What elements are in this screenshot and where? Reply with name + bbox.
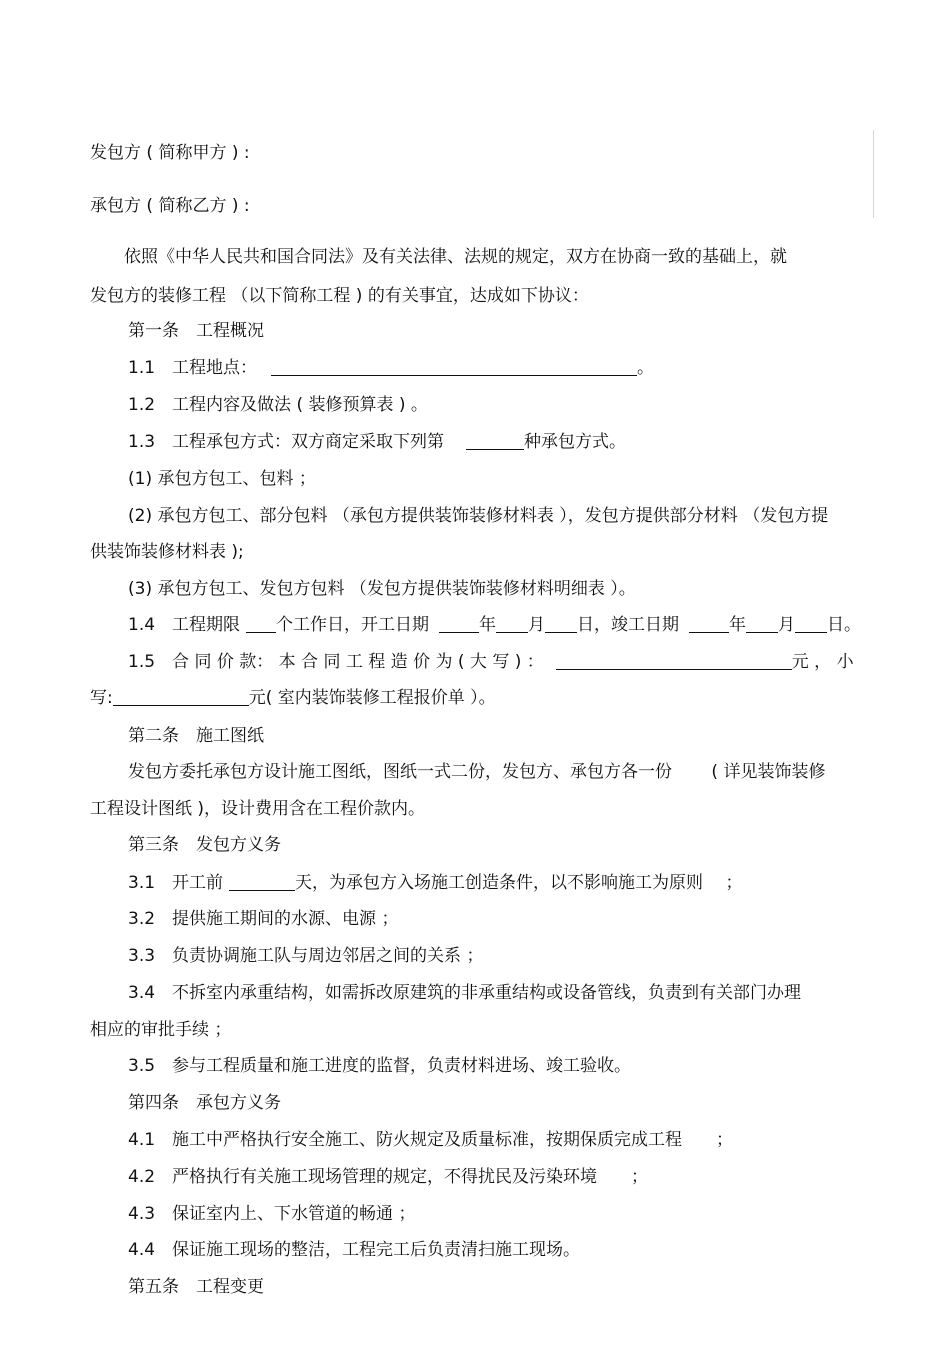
days-before-blank [229,873,295,891]
option-3: (3) 承包方包工、发包方包料 （发包方提供装饰装修材料明细表 ）。 [128,579,636,599]
address-blank [271,358,637,376]
clause-1-3: 1.3 工程承包方式：双方商定采取下列第 种承包方式。 [128,432,627,452]
clause-1-1: 1.1 工程地点： 。 [128,358,655,378]
article-2-line-2: 工程设计图纸 )，设计费用含在工程价款内。 [90,799,426,819]
clause-1-4: 1.4 工程期限 个工作日，开工日期 年 月 日，竣工日期 年 月 日。 [128,615,862,635]
clause-4-3: 4.3 保证室内上、下水管道的畅通 ； [128,1204,416,1224]
clause-4-1: 4.1 施工中严格执行安全施工、防火规定及质量标准，按期保质完成工程 ； [128,1130,734,1150]
clause-3-4-line-2: 相应的审批手续 ； [90,1020,232,1040]
article-1-title: 第一条 工程概况 [128,321,264,341]
preamble-line-2: 发包方的装修工程 （以下简称工程 ) 的有关事宜，达成如下协议： [90,286,589,306]
clause-1-5-line-1: 1.5 合 同 价 款： 本 合 同 工 程 造 价 为 ( 大 写 ) ： 元 ， 小 [128,652,854,672]
clause-3-2: 3.2 提供施工期间的水源、电源 ； [128,909,399,929]
option-2-line-2: 供装饰装修材料表 ); [90,542,244,562]
option-1: (1) 承包方包工、包料 ； [128,469,316,489]
method-blank [466,432,524,450]
party-a-label: 发包方 ( 简称甲方 ) : [90,143,250,163]
clause-4-2: 4.2 严格执行有关施工现场管理的规定，不得扰民及污染环境 ； [128,1167,649,1187]
clause-1-2: 1.2 工程内容及做法 ( 装修预算表 ) 。 [128,395,428,415]
start-year-blank [439,615,479,633]
start-month-blank [496,615,528,633]
article-2-line-1: 发包方委托承包方设计施工图纸，图纸一式二份，发包方、承包方各一份 ( 详见装饰装修 [128,762,826,782]
end-day-blank [795,615,827,633]
clause-1-5-line-2: 写: 元( 室内装饰装修工程报价单 ）。 [90,688,496,708]
price-words-blank [556,652,792,670]
end-month-blank [746,615,778,633]
price-figures-blank [113,688,249,706]
clause-4-4: 4.4 保证施工现场的整洁，工程完工后负责清扫施工现场。 [128,1240,581,1260]
article-2-title: 第二条 施工图纸 [128,726,264,746]
article-4-title: 第四条 承包方义务 [128,1093,281,1113]
option-2-line-1: (2) 承包方包工、部分包料 （承包方提供装饰装修材料表 ），发包方提供部分材料 （发包方提 [128,506,829,526]
workdays-blank [246,615,276,633]
article-3-title: 第三条 发包方义务 [128,835,281,855]
party-b-label: 承包方 ( 简称乙方 ) : [90,196,250,216]
article-5-title: 第五条 工程变更 [128,1277,264,1297]
preamble-line-1: 依照《中华人民共和国合同法》及有关法律、法规的规定，双方在协商一致的基础上，就 [124,247,787,267]
margin-line [873,130,874,218]
start-day-blank [545,615,577,633]
clause-3-4-line-1: 3.4 不拆室内承重结构，如需拆改原建筑的非承重结构或设备管线，负责到有关部门办理 [128,983,802,1003]
clause-3-1: 3.1 开工前 天，为承包方入场施工创造条件，以不影响施工为原则 ； [128,873,743,893]
clause-3-5: 3.5 参与工程质量和施工进度的监督，负责材料进场、竣工验收。 [128,1056,632,1076]
end-year-blank [689,615,729,633]
clause-3-3: 3.3 负责协调施工队与周边邻居之间的关系 ； [128,946,484,966]
